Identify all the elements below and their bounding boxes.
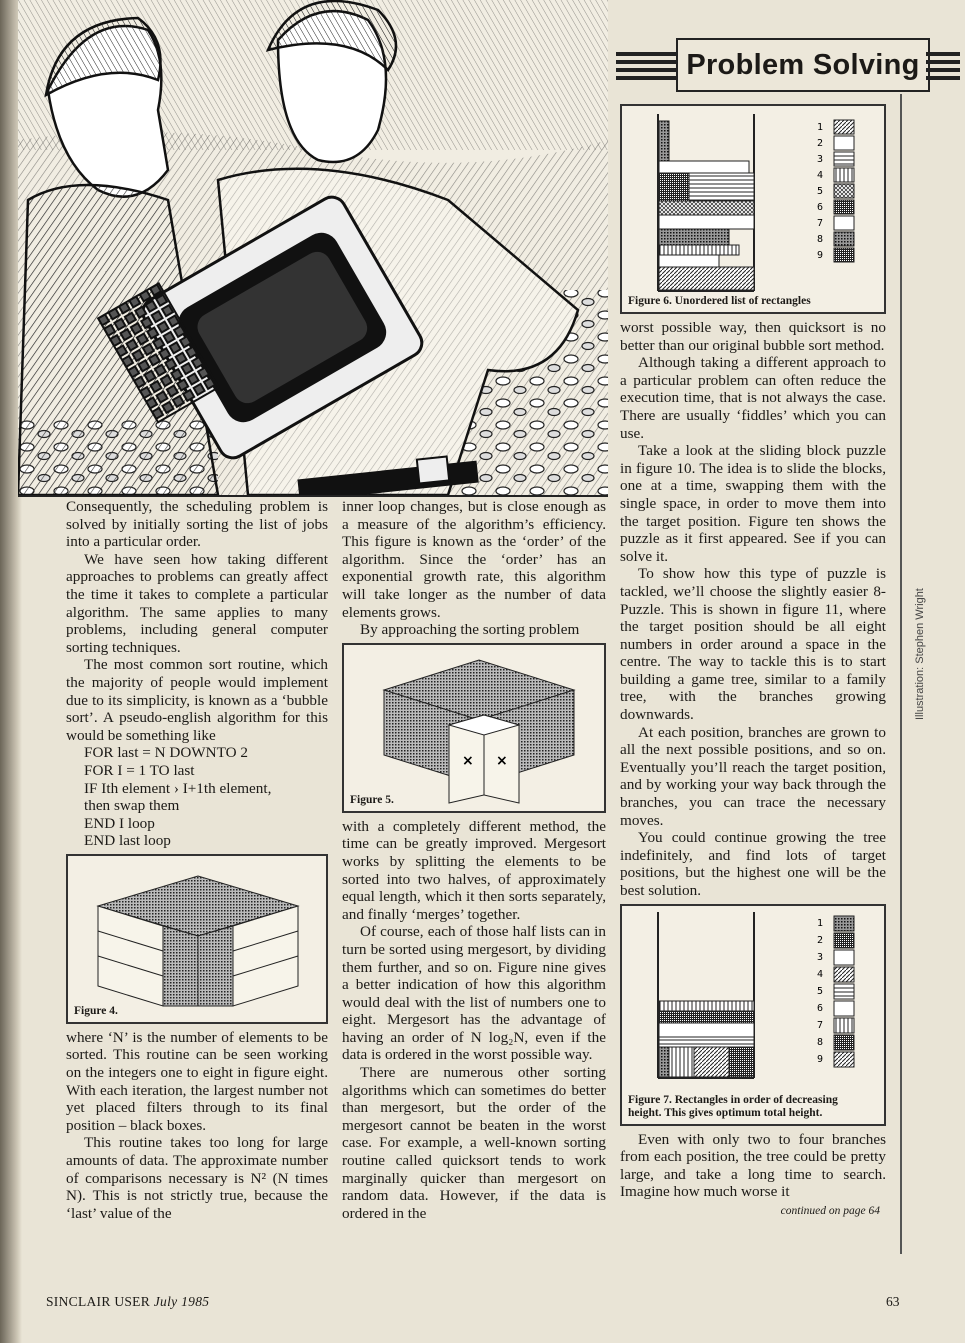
section-title: Problem Solving [686, 48, 920, 81]
figure-6-legend-swatches [834, 120, 854, 262]
continued-note: continued on page 64 [780, 1204, 880, 1217]
illustration-two-men-carrying-computer [18, 0, 608, 497]
header-rule-lines-right [926, 52, 960, 82]
figure-4 [66, 854, 328, 1024]
paragraph: We have seen how taking different approaches to problems can greatly affect the time it takes to complete a particular algorithm. The same applies to many problems, including general computer sorting techniques. [66, 550, 328, 656]
column-1 [66, 498, 328, 1222]
magazine-name: SINCLAIR USER [46, 1294, 151, 1309]
pseudo-code-block [66, 744, 328, 850]
legend-label: 5 [817, 985, 824, 997]
paragraph: Take a look at the sliding block puzzle in figure 10. The idea is to slide the blocks, one at a time, swapping them with the single space, in order to move them into the target position. Figure ten shows the puzzle as it first appeared. See if you can solve it. [620, 442, 886, 565]
paragraph: Even with only two to four branches from each position, the tree could be pretty large, and take a long time to search. Imagine how much worse it [620, 1130, 886, 1201]
paragraph: The most common sort routine, which the majority of people would implement due to its simplicity, is known as a ‘bubble sort’. A pseudo-english algorithm for this would be something like [66, 656, 328, 744]
paragraph: This routine takes too long for large amounts of data. The approximate number of comparisons necessary is N² (N times N). This is not strictly true, because the ‘last’ value of the [66, 1134, 328, 1222]
code-line: then swap them [84, 797, 180, 815]
figure-6-legend [817, 122, 823, 261]
code-line: IF Ith element › I+1th element, [84, 779, 272, 797]
figure-7 [620, 904, 886, 1126]
paragraph: Consequently, the scheduling problem is solved by initially sorting the list of jobs into a particular order. [66, 498, 328, 551]
paragraph: At each position, branches are grown to all the next possible positions, and so on. Eventually you’ll reach the target position, and by working your way back through the branches, you can trace the necessary moves. [620, 723, 886, 829]
figure-6-caption: Figure 6. Unordered list of rectangles [628, 295, 814, 308]
figure-4-block-drawing [68, 856, 326, 1018]
paragraph: worst possible way, then quicksort is no better than our original bubble sort method. [620, 319, 886, 354]
legend-label: 8 [817, 1036, 824, 1048]
paragraph: There are numerous other sorting algorithms which can sometimes do better than mergesort, but the order of the mergesort cannot be beaten in the worst case. For example, a well-known sorting routine called quicksort tends to work marginally quicker than mergesort on random data. However, if the data is ordered in the [342, 1064, 606, 1222]
figure-6 [620, 104, 886, 314]
legend-label: 8 [817, 234, 824, 245]
figure-7-caption [628, 1094, 841, 1120]
column-3 [620, 104, 886, 1221]
paragraph: You could continue growing the tree indefinitely, and find lots of target positions, but the highest one will be the best solution. [620, 829, 886, 899]
figure-5-caption: Figure 5. [350, 794, 397, 807]
legend-label: 3 [817, 951, 824, 963]
paragraph: inner loop changes, but is close enough as a measure of the algorithm’s efficiency. This figure is known as the ‘order’ of the algorithm. Since the ‘order’ has an exponential growth rate, this algorithm will take longer as the number of data elements grows. [342, 498, 606, 621]
figure-4-caption: Figure 4. [74, 1005, 121, 1018]
paragraph: Although taking a different approach to a particular problem can often reduce the execution time, that is not always the case. There are usually ‘fiddles’ which you can use. [620, 354, 886, 442]
right-margin-rule [900, 94, 902, 1254]
figure-6-stack [659, 121, 754, 290]
legend-label: 7 [817, 218, 824, 229]
legend-label: 2 [817, 934, 824, 946]
legend-label: 9 [817, 1053, 824, 1065]
figure-5 [342, 643, 606, 813]
legend-label: 6 [817, 202, 824, 213]
paragraph: By approaching the sorting problem [360, 621, 580, 639]
legend-label: 3 [817, 154, 824, 165]
paragraph: with a completely different method, the time can be greatly improved. Mergesort works by splitting the elements to be sorted into two halves, of approximately equal length, which it then sorts separately, and finally ‘merges’ together. [342, 817, 606, 923]
figure-7-legend [817, 918, 823, 1065]
legend-label: 1 [817, 917, 824, 929]
illustration-credit: Illustration: Stephen Wright [914, 588, 926, 720]
paragraph: Of course, each of those half lists can in turn be sorted using mergesort, by dividing them further, and so on. Figure nine gives a better indication of how this algorithm would deal with the list of numbers one to eight. Mergesort has the advantage of having an order of N log₂N, even if the data is ordered in the worst possible way. [342, 923, 606, 1064]
figure-7-legend-swatches [834, 916, 854, 1067]
svg-text:×: × [496, 752, 508, 769]
legend-label: 7 [817, 1019, 824, 1031]
header-rule-lines-left [616, 52, 676, 82]
column-2 [342, 498, 606, 1222]
figure-6-rectangles-drawing [622, 106, 884, 308]
figure-7-rectangles-drawing [622, 906, 884, 1120]
page-number: 63 [886, 1294, 900, 1309]
section-title-box [676, 38, 930, 92]
legend-label: 6 [817, 1002, 824, 1014]
issue-date: July 1985 [153, 1294, 210, 1309]
figure-7-caption-line: Figure 7. Rectangles in order of decreasing [628, 1093, 838, 1106]
paragraph: To show how this type of puzzle is tackled, we’ll choose the slightly easier 8-Puzzle. This is shown in figure 11, where the target position should be all eight numbers in order around a space in the centre. The way to tackle this is to start building a game tree, similar to a family tree, with the branches growing downwards. [620, 565, 886, 724]
legend-label: 9 [817, 250, 824, 261]
legend-label: 4 [817, 170, 824, 181]
legend-label: 4 [817, 968, 824, 980]
figure-7-stack [659, 1001, 754, 1077]
section-header [608, 38, 960, 94]
code-line: END last loop [84, 832, 171, 850]
legend-label: 1 [817, 122, 824, 133]
figure-5-block-drawing [344, 645, 604, 807]
paragraph: where ‘N’ is the number of elements to be sorted. This routine can be seen working on the integers one to eight in figure eight. With each iteration, the largest number not yet placed filters through to its final position – black boxes. [66, 1028, 328, 1134]
illustration-drawing [18, 0, 608, 495]
code-line: FOR last = N DOWNTO 2 [84, 744, 248, 762]
code-line: END I loop [84, 814, 155, 832]
legend-label: 2 [817, 138, 824, 149]
footer-magazine [46, 1294, 209, 1310]
figure-7-caption-line: height. This gives optimum total height. [628, 1106, 823, 1119]
legend-label: 5 [817, 186, 824, 197]
svg-text:×: × [462, 752, 474, 769]
code-line: FOR I = 1 TO last [84, 761, 195, 779]
